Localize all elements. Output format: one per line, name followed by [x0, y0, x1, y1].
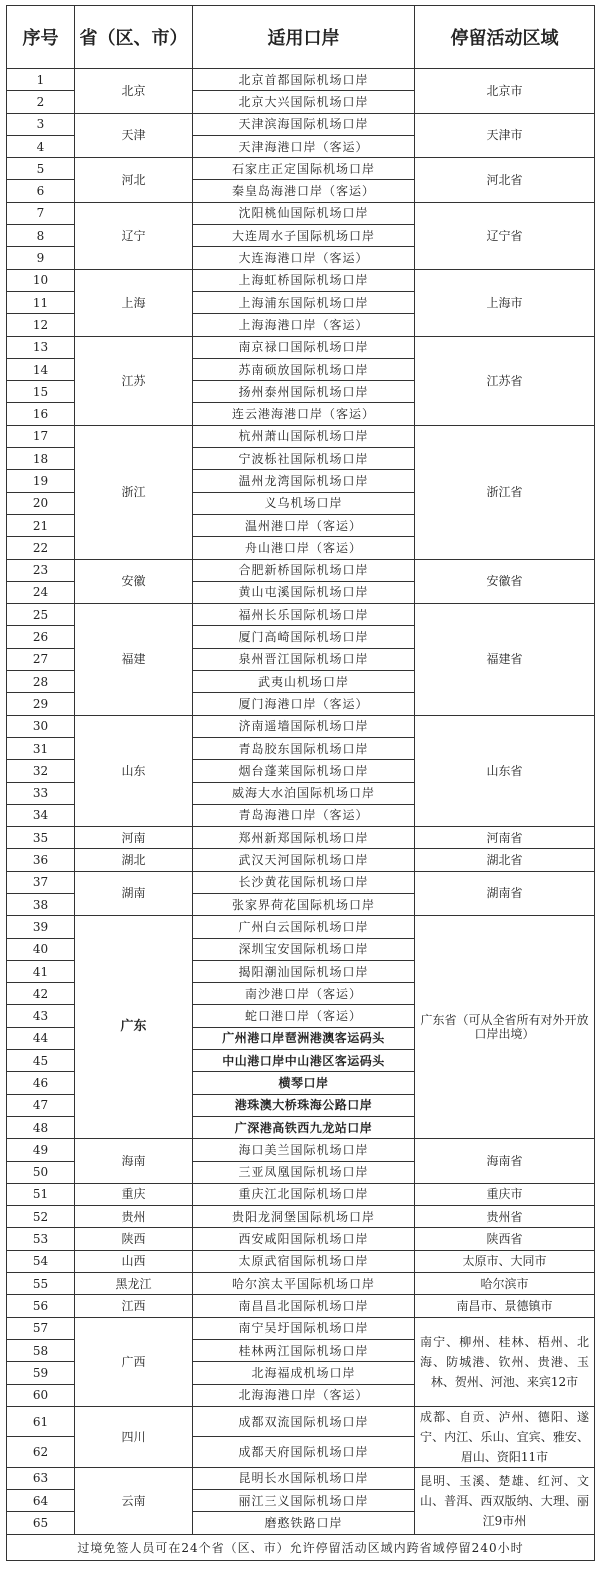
port-cell: 中山港口岸中山港区客运码头: [193, 1050, 415, 1072]
province-cell: 河南: [75, 827, 193, 849]
port-cell: 厦门海港口岸（客运）: [193, 693, 415, 715]
header-row: [7, 6, 595, 69]
port-cell: 磨憨铁路口岸: [193, 1512, 415, 1534]
port-cell: 哈尔滨太平国际机场口岸: [193, 1273, 415, 1295]
province-cell: 山东: [75, 715, 193, 826]
row-seq: 53: [7, 1228, 75, 1250]
row-seq: 33: [7, 782, 75, 804]
row-seq: 12: [7, 314, 75, 336]
area-cell: 河北省: [415, 158, 595, 203]
port-cell: 大连周水子国际机场口岸: [193, 225, 415, 247]
port-cell: 港珠澳大桥珠海公路口岸: [193, 1094, 415, 1116]
province-cell: 福建: [75, 604, 193, 715]
port-cell: 昆明长水国际机场口岸: [193, 1467, 415, 1489]
province-cell: 浙江: [75, 425, 193, 559]
port-cell: 济南遥墙国际机场口岸: [193, 715, 415, 737]
province-cell: 辽宁: [75, 202, 193, 269]
header-area: 停留活动区域: [415, 6, 595, 69]
port-cell: 横琴口岸: [193, 1072, 415, 1094]
row-seq: 10: [7, 269, 75, 291]
area-cell: 重庆市: [415, 1183, 595, 1205]
row-seq: 6: [7, 180, 75, 202]
port-cell: 青岛胶东国际机场口岸: [193, 737, 415, 759]
table-row: [7, 916, 595, 938]
area-cell: 福建省: [415, 604, 595, 715]
port-cell: 温州龙湾国际机场口岸: [193, 470, 415, 492]
port-table: [6, 5, 595, 1561]
row-seq: 42: [7, 983, 75, 1005]
province-cell: 湖南: [75, 871, 193, 916]
row-seq: 63: [7, 1467, 75, 1489]
port-cell: 大连海港口岸（客运）: [193, 247, 415, 269]
port-cell: 丽江三义国际机场口岸: [193, 1490, 415, 1512]
port-cell: 北海海港口岸（客运）: [193, 1384, 415, 1406]
row-seq: 11: [7, 291, 75, 313]
table-row: [7, 1295, 595, 1317]
port-cell: 上海浦东国际机场口岸: [193, 291, 415, 313]
table-row: [7, 1467, 595, 1489]
area-cell: 广东省（可从全省所有对外开放口岸出境）: [415, 916, 595, 1139]
province-cell: 广西: [75, 1317, 193, 1406]
area-cell: 山东省: [415, 715, 595, 826]
port-cell: 沈阳桃仙国际机场口岸: [193, 202, 415, 224]
header-province: 省（区、市）: [75, 6, 193, 69]
row-seq: 45: [7, 1050, 75, 1072]
row-seq: 23: [7, 559, 75, 581]
row-seq: 58: [7, 1339, 75, 1361]
row-seq: 59: [7, 1362, 75, 1384]
row-seq: 62: [7, 1437, 75, 1468]
port-cell: 舟山港口岸（客运）: [193, 537, 415, 559]
table-row: [7, 559, 595, 581]
port-cell: 厦门高崎国际机场口岸: [193, 626, 415, 648]
port-cell: 泉州晋江国际机场口岸: [193, 648, 415, 670]
port-cell: 广州港口岸琶洲港澳客运码头: [193, 1027, 415, 1049]
port-cell: 南宁吴圩国际机场口岸: [193, 1317, 415, 1339]
row-seq: 49: [7, 1139, 75, 1161]
footer-row: [7, 1534, 595, 1560]
row-seq: 19: [7, 470, 75, 492]
area-cell: 湖南省: [415, 871, 595, 916]
area-cell: 陕西省: [415, 1228, 595, 1250]
row-seq: 40: [7, 938, 75, 960]
area-cell: 江苏省: [415, 336, 595, 425]
port-cell: 黄山屯溪国际机场口岸: [193, 581, 415, 603]
port-cell: 海口美兰国际机场口岸: [193, 1139, 415, 1161]
row-seq: 21: [7, 514, 75, 536]
row-seq: 65: [7, 1512, 75, 1534]
province-cell: 江西: [75, 1295, 193, 1317]
port-cell: 威海大水泊国际机场口岸: [193, 782, 415, 804]
row-seq: 31: [7, 737, 75, 759]
row-seq: 34: [7, 804, 75, 826]
province-cell: 重庆: [75, 1183, 193, 1205]
row-seq: 18: [7, 448, 75, 470]
row-seq: 3: [7, 113, 75, 135]
area-cell: 天津市: [415, 113, 595, 158]
port-cell: 福州长乐国际机场口岸: [193, 604, 415, 626]
port-cell: 秦皇岛海港口岸（客运）: [193, 180, 415, 202]
footer-note: 过境免签人员可在24个省（区、市）允许停留活动区域内跨省域停留240小时: [7, 1534, 595, 1560]
row-seq: 15: [7, 381, 75, 403]
table-row: [7, 269, 595, 291]
port-cell: 石家庄正定国际机场口岸: [193, 158, 415, 180]
port-cell: 广深港高铁西九龙站口岸: [193, 1116, 415, 1138]
row-seq: 39: [7, 916, 75, 938]
row-seq: 4: [7, 135, 75, 157]
table-row: [7, 1206, 595, 1228]
province-cell: 江苏: [75, 336, 193, 425]
province-cell: 山西: [75, 1250, 193, 1272]
province-cell: 贵州: [75, 1206, 193, 1228]
row-seq: 30: [7, 715, 75, 737]
port-cell: 上海海港口岸（客运）: [193, 314, 415, 336]
row-seq: 35: [7, 827, 75, 849]
port-cell: 揭阳潮汕国际机场口岸: [193, 960, 415, 982]
port-cell: 长沙黄花国际机场口岸: [193, 871, 415, 893]
port-cell: 西安咸阳国际机场口岸: [193, 1228, 415, 1250]
table-row: [7, 1228, 595, 1250]
row-seq: 61: [7, 1406, 75, 1437]
port-cell: 南沙港口岸（客运）: [193, 983, 415, 1005]
row-seq: 28: [7, 671, 75, 693]
table-row: [7, 336, 595, 358]
table-row: [7, 1139, 595, 1161]
row-seq: 46: [7, 1072, 75, 1094]
port-cell: 贵阳龙洞堡国际机场口岸: [193, 1206, 415, 1228]
row-seq: 41: [7, 960, 75, 982]
port-cell: 北京首都国际机场口岸: [193, 69, 415, 91]
row-seq: 16: [7, 403, 75, 425]
port-cell: 武夷山机场口岸: [193, 671, 415, 693]
area-cell: 湖北省: [415, 849, 595, 871]
table-row: [7, 1183, 595, 1205]
port-cell: 蛇口港口岸（客运）: [193, 1005, 415, 1027]
area-cell: 昆明、玉溪、楚雄、红河、文山、普洱、西双版纳、大理、丽江9市州: [415, 1467, 595, 1534]
area-cell: 北京市: [415, 69, 595, 114]
port-cell: 成都天府国际机场口岸: [193, 1437, 415, 1468]
port-cell: 苏南硕放国际机场口岸: [193, 358, 415, 380]
row-seq: 56: [7, 1295, 75, 1317]
row-seq: 55: [7, 1273, 75, 1295]
province-cell: 海南: [75, 1139, 193, 1184]
row-seq: 54: [7, 1250, 75, 1272]
row-seq: 38: [7, 893, 75, 915]
province-cell: 天津: [75, 113, 193, 158]
area-cell: 浙江省: [415, 425, 595, 559]
row-seq: 25: [7, 604, 75, 626]
table-row: [7, 425, 595, 447]
table-row: [7, 202, 595, 224]
row-seq: 8: [7, 225, 75, 247]
table-row: [7, 69, 595, 91]
row-seq: 37: [7, 871, 75, 893]
row-seq: 43: [7, 1005, 75, 1027]
row-seq: 60: [7, 1384, 75, 1406]
row-seq: 5: [7, 158, 75, 180]
row-seq: 64: [7, 1490, 75, 1512]
row-seq: 1: [7, 69, 75, 91]
port-cell: 合肥新桥国际机场口岸: [193, 559, 415, 581]
province-cell: 上海: [75, 269, 193, 336]
province-cell: 黑龙江: [75, 1273, 193, 1295]
table-row: [7, 1273, 595, 1295]
table-row: [7, 604, 595, 626]
row-seq: 26: [7, 626, 75, 648]
port-cell: 天津滨海国际机场口岸: [193, 113, 415, 135]
area-cell: 海南省: [415, 1139, 595, 1184]
province-cell: 陕西: [75, 1228, 193, 1250]
header-seq: 序号: [7, 6, 75, 69]
port-cell: 宁波栎社国际机场口岸: [193, 448, 415, 470]
row-seq: 52: [7, 1206, 75, 1228]
port-cell: 三亚凤凰国际机场口岸: [193, 1161, 415, 1183]
table-row: [7, 715, 595, 737]
area-cell: 贵州省: [415, 1206, 595, 1228]
row-seq: 20: [7, 492, 75, 514]
port-cell: 成都双流国际机场口岸: [193, 1406, 415, 1437]
province-cell: 云南: [75, 1467, 193, 1534]
table-row: [7, 113, 595, 135]
port-cell: 上海虹桥国际机场口岸: [193, 269, 415, 291]
port-cell: 杭州萧山国际机场口岸: [193, 425, 415, 447]
row-seq: 51: [7, 1183, 75, 1205]
row-seq: 24: [7, 581, 75, 603]
table-row: [7, 1317, 595, 1339]
area-cell: 河南省: [415, 827, 595, 849]
province-cell: 湖北: [75, 849, 193, 871]
row-seq: 48: [7, 1116, 75, 1138]
port-cell: 张家界荷花国际机场口岸: [193, 893, 415, 915]
row-seq: 7: [7, 202, 75, 224]
port-cell: 义乌机场口岸: [193, 492, 415, 514]
row-seq: 9: [7, 247, 75, 269]
province-cell: 安徽: [75, 559, 193, 604]
header-port: 适用口岸: [193, 6, 415, 69]
area-cell: 太原市、大同市: [415, 1250, 595, 1272]
port-cell: 南京禄口国际机场口岸: [193, 336, 415, 358]
port-cell: 北海福成机场口岸: [193, 1362, 415, 1384]
port-cell: 扬州泰州国际机场口岸: [193, 381, 415, 403]
port-cell: 温州港口岸（客运）: [193, 514, 415, 536]
row-seq: 44: [7, 1027, 75, 1049]
row-seq: 57: [7, 1317, 75, 1339]
area-cell: 安徽省: [415, 559, 595, 604]
area-cell: 成都、自贡、泸州、德阳、遂宁、内江、乐山、宜宾、雅安、眉山、资阳11市: [415, 1406, 595, 1467]
port-cell: 武汉天河国际机场口岸: [193, 849, 415, 871]
area-cell: 哈尔滨市: [415, 1273, 595, 1295]
port-cell: 南昌昌北国际机场口岸: [193, 1295, 415, 1317]
area-cell: 南宁、柳州、桂林、梧州、北海、防城港、钦州、贵港、玉林、贺州、河池、来宾12市: [415, 1317, 595, 1406]
port-cell: 天津海港口岸（客运）: [193, 135, 415, 157]
province-cell: 河北: [75, 158, 193, 203]
port-cell: 桂林两江国际机场口岸: [193, 1339, 415, 1361]
row-seq: 32: [7, 760, 75, 782]
port-cell: 青岛海港口岸（客运）: [193, 804, 415, 826]
row-seq: 22: [7, 537, 75, 559]
table-row: [7, 1250, 595, 1272]
port-cell: 重庆江北国际机场口岸: [193, 1183, 415, 1205]
row-seq: 17: [7, 425, 75, 447]
province-cell: 北京: [75, 69, 193, 114]
area-cell: 辽宁省: [415, 202, 595, 269]
port-cell: 烟台蓬莱国际机场口岸: [193, 760, 415, 782]
row-seq: 14: [7, 358, 75, 380]
area-cell: 上海市: [415, 269, 595, 336]
port-cell: 深圳宝安国际机场口岸: [193, 938, 415, 960]
row-seq: 50: [7, 1161, 75, 1183]
port-cell: 广州白云国际机场口岸: [193, 916, 415, 938]
table-body: [7, 69, 595, 1535]
row-seq: 2: [7, 91, 75, 113]
row-seq: 27: [7, 648, 75, 670]
row-seq: 36: [7, 849, 75, 871]
table-row: [7, 158, 595, 180]
area-cell: 南昌市、景德镇市: [415, 1295, 595, 1317]
table-row: [7, 1406, 595, 1437]
table-row: [7, 827, 595, 849]
port-cell: 太原武宿国际机场口岸: [193, 1250, 415, 1272]
province-cell: 广东: [75, 916, 193, 1139]
province-cell: 四川: [75, 1406, 193, 1467]
port-cell: 北京大兴国际机场口岸: [193, 91, 415, 113]
row-seq: 47: [7, 1094, 75, 1116]
table-row: [7, 871, 595, 893]
port-cell: 连云港海港口岸（客运）: [193, 403, 415, 425]
port-cell: 郑州新郑国际机场口岸: [193, 827, 415, 849]
table-row: [7, 849, 595, 871]
row-seq: 13: [7, 336, 75, 358]
row-seq: 29: [7, 693, 75, 715]
